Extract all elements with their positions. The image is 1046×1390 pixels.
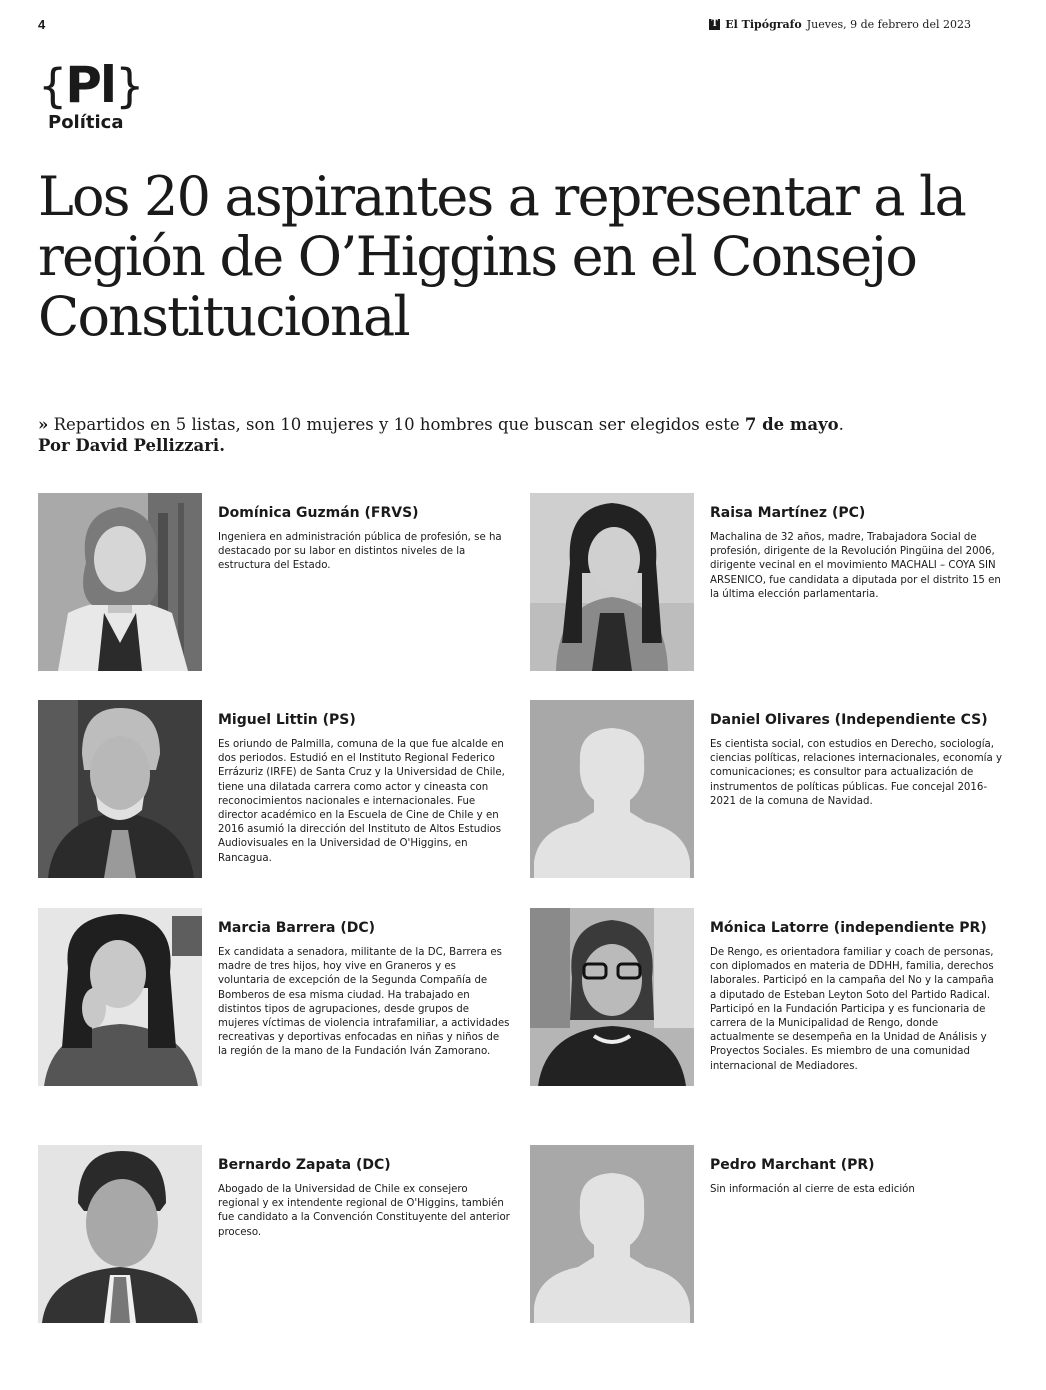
candidate-name: Bernardo Zapata (DC): [218, 1157, 391, 1173]
candidate-name: Mónica Latorre (independiente PR): [710, 920, 987, 936]
candidate-bio: Ex candidata a senadora, militante de la DC, Barrera es madre de tres hijos, hoy vive en Graneros y es voluntaria de excepción de la Segunda Compañía de Bomberos de esa misma ciudad. Ha trabajado en distintos tipos de agrupaciones, desde grupos de mujeres víctimas de violencia intrafamiliar, a actividades recreativas y deportivas enfocadas en niñas y niños de la región de la mano de la Fundación Iván Zamorano.: [218, 947, 510, 1058]
candidate-bio: De Rengo, es orientadora familiar y coach de personas, con diplomados en materia de DDHH, familia, derechos laborales. Participó en la campaña del No y la campaña a diputado de Esteban Leyton Soto del Partido Radical. Participó en la Fundación Participa y es funcionaria de carrera de la Municipalidad de Rengo, donde actualmente se desempeña en la Unidad de Análisis y Proyectos Sociales. Es miembro de una comunidad internacional de Mediadores.: [710, 947, 994, 1072]
candidate-name: Raisa Martínez (PC): [710, 505, 866, 521]
headline: Los 20 aspirantes a representar a la región de O’Higgins en el Consejo Constitucional: [38, 165, 966, 348]
person-silhouette-icon: [530, 1145, 694, 1323]
section-name: Política: [48, 112, 124, 133]
masthead: [709, 18, 971, 31]
candidate-card: [38, 1145, 518, 1325]
candidate-card: [530, 493, 1010, 673]
candidate-name: Miguel Littin (PS): [218, 712, 356, 728]
candidate-name: Pedro Marchant (PR): [710, 1157, 875, 1173]
candidate-photo: [38, 1145, 202, 1323]
section-badge: [38, 55, 142, 133]
candidate-name: Marcia Barrera (DC): [218, 920, 376, 936]
candidate-photo: [530, 908, 694, 1086]
candidate-bio: Es cientista social, con estudios en Derecho, sociología, ciencias políticas, relaciones internacionales, economía y comunicaciones; es consultor para actualización de instrumentos de políticas públicas. Fue concejal 2016-2021 de la comuna de Navidad.: [710, 739, 1002, 807]
candidate-card: [530, 1145, 1010, 1325]
candidate-photo: [38, 700, 202, 878]
candidate-card: [38, 700, 518, 880]
candidate-photo: [530, 700, 694, 878]
candidate-photo: [530, 1145, 694, 1323]
candidate-bio: Abogado de la Universidad de Chile ex consejero regional y ex intendente regional de O'Higgins, también fue candidato a la Convención Constituyente del anterior proceso.: [218, 1184, 510, 1238]
candidate-photo: [530, 493, 694, 671]
newspaper-logo-icon: T: [709, 19, 720, 30]
candidate-photo: [38, 493, 202, 671]
lead-paragraph: [38, 414, 1018, 456]
candidate-card: [38, 908, 518, 1088]
lead-text: » Repartidos en 5 listas, son 10 mujeres y 10 hombres que buscan ser elegidos este 7 de mayo.: [38, 415, 844, 434]
page-number: 4: [38, 17, 46, 32]
candidate-name: Daniel Olivares (Independiente CS): [710, 712, 988, 728]
candidate-photo: [38, 908, 202, 1086]
candidate-bio: Ingeniera en administración pública de profesión, se ha destacado por su labor en distintos niveles de la estructura del Estado.: [218, 532, 502, 572]
person-silhouette-icon: [530, 700, 694, 878]
candidate-bio: Sin información al cierre de esta edición: [710, 1184, 915, 1195]
issue-date: Jueves, 9 de febrero del 2023: [806, 18, 971, 31]
candidate-card: [530, 908, 1010, 1088]
candidate-bio: Es oriundo de Palmilla, comuna de la que fue alcalde en dos periodos. Estudió en el Instituto Regional Federico Errázuriz (IRFE) de Santa Cruz y la Universidad de Chile, tiene una dilatada carrera como actor y cineasta con reconocimientos nacionales e internacionales. Fue director académico en la Escuela de Cine de Chile y en 2016 asumió la dirección del Instituto de Altos Estudios Audiovisuales en la Universidad de O'Higgins, en Rancagua.: [218, 739, 505, 864]
lead-marker: »: [38, 415, 49, 434]
candidate-name: Domínica Guzmán (FRVS): [218, 505, 419, 521]
candidate-card: [38, 493, 518, 673]
newspaper-name: El Tipógrafo: [725, 18, 802, 31]
candidate-card: [530, 700, 1010, 880]
byline: Por David Pellizzari.: [38, 436, 225, 455]
candidate-bio: Machalina de 32 años, madre, Trabajadora Social de profesión, dirigente de la Revolución Pingüina del 2006, dirigente vecinal en el movimiento MACHALI – COYA SIN ARSENICO, fue candidata a diputada por el distrito 15 en la última elección parlamentaria.: [710, 532, 1001, 600]
section-mark: {Pl}: [38, 56, 143, 114]
